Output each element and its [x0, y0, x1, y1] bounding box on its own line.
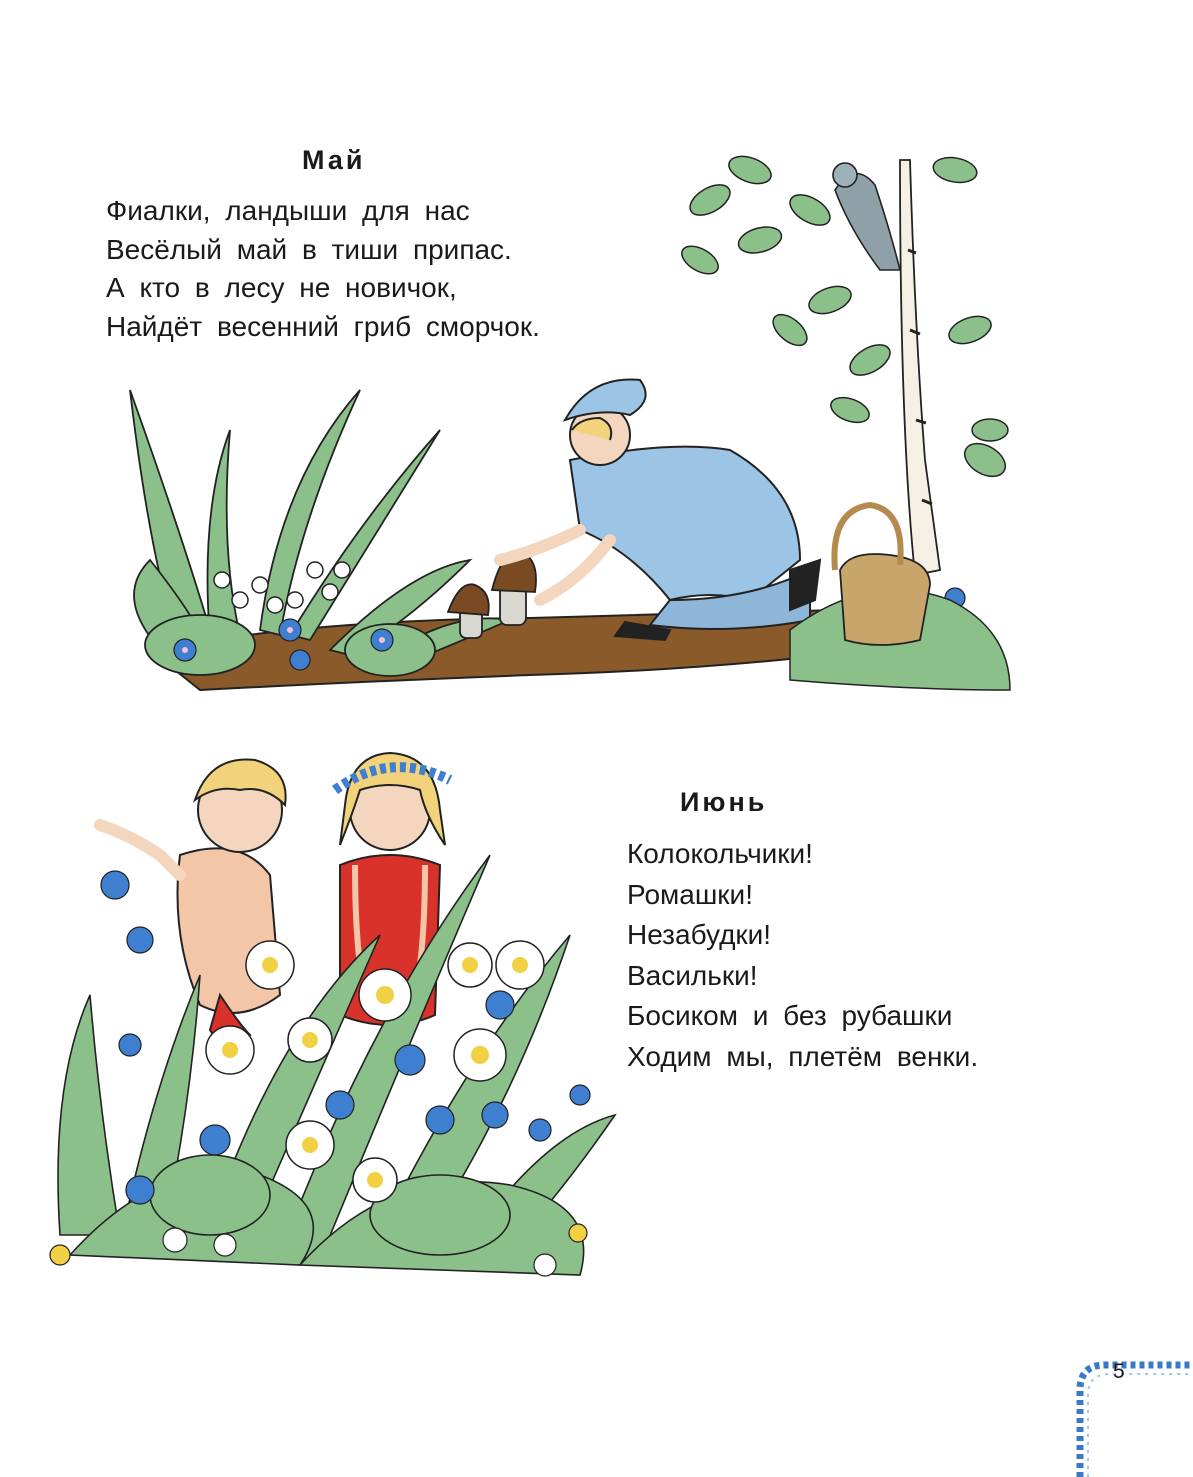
june-poem-line: Босиком и без рубашки [627, 1000, 953, 1032]
may-poem-line: А кто в лесу не новичок, [106, 272, 457, 303]
may-poem-line: Весёлый май в тиши припас. [106, 233, 512, 265]
page-number: 5 [1113, 1360, 1125, 1383]
june-poem-line: Васильки! [627, 959, 758, 991]
june-poem-text [627, 834, 978, 1078]
may-illustration [110, 130, 1020, 720]
june-poem-line: Колокольчики! [627, 838, 813, 869]
june-illustration [40, 735, 630, 1290]
may-poem-title: Май [302, 145, 366, 175]
may-poem-line: Фиалки, ландыши для нас [106, 195, 470, 226]
may-poem-line: Найдёт весенний гриб сморчок. [106, 310, 540, 342]
page-corner-ornament [1060, 1350, 1193, 1477]
june-poem-line: Ходим мы, плетём венки. [627, 1040, 979, 1072]
june-poem-line: Незабудки! [627, 919, 772, 951]
june-poem-title: Июнь [680, 787, 768, 817]
june-poem-line: Ромашки! [627, 878, 753, 910]
